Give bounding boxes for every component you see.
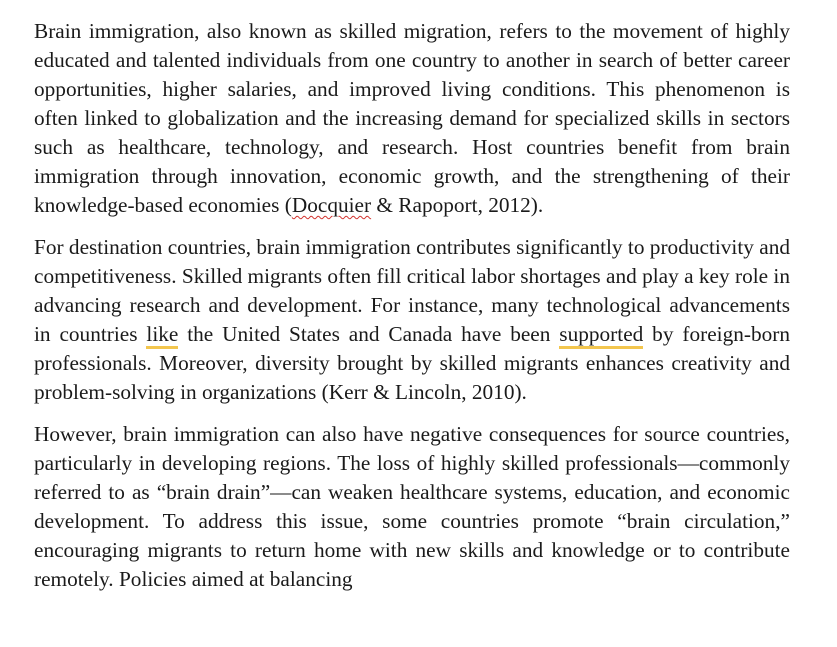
paragraph-text: Brain immigration, also known as skilled migration, refers to the movement of highly educated and talented individuals from one country to another in search of better career opportunities, higher salaries, and improved living conditions. This phenomenon is often linked to globalization and the increasing demand for specialized skills in sectors such as healthcare, technology, and research. Host countries benefit from brain immigration through innovation, economic growth, and the strengthening of their knowledge-based economies (	[34, 19, 790, 217]
paragraph-text: However, brain immigration can also have negative consequences for source countries, particularly in developing regions. The loss of highly skilled professionals—commonly referred to as “brain drain”—can weaken healthcare systems, education, and economic development. To address this issue, some countries promote “brain circulation,” encouraging migrants to return home with new skills and knowledge or to contribute remotely. Policies aimed at balancing	[34, 422, 790, 591]
document-body[interactable]	[34, 17, 790, 607]
paragraph-text: the United States and Canada have been	[178, 322, 560, 346]
paragraph-1[interactable]	[34, 17, 790, 220]
paragraph-3[interactable]	[34, 420, 790, 594]
grammar-suggestion-word[interactable]: like	[146, 322, 178, 349]
spellcheck-flagged-word[interactable]: Docquier	[291, 193, 372, 217]
paragraph-text: & Rapoport, 2012).	[371, 193, 544, 217]
paragraph-text: by foreign-born professionals. Moreover, diversity brought by skilled migrants enhances creativity and problem-solving in organizations (Kerr & Lincoln, 2010).	[34, 322, 790, 404]
paragraph-text: For destination countries, brain immigration contributes significantly to productivity and competitiveness. Skilled migrants often fill critical labor shortages and play a key role in advancing research and development. For instance, many technological advancements in countries	[34, 235, 790, 346]
paragraph-2[interactable]	[34, 233, 790, 407]
grammar-suggestion-word[interactable]: supported	[559, 322, 643, 349]
